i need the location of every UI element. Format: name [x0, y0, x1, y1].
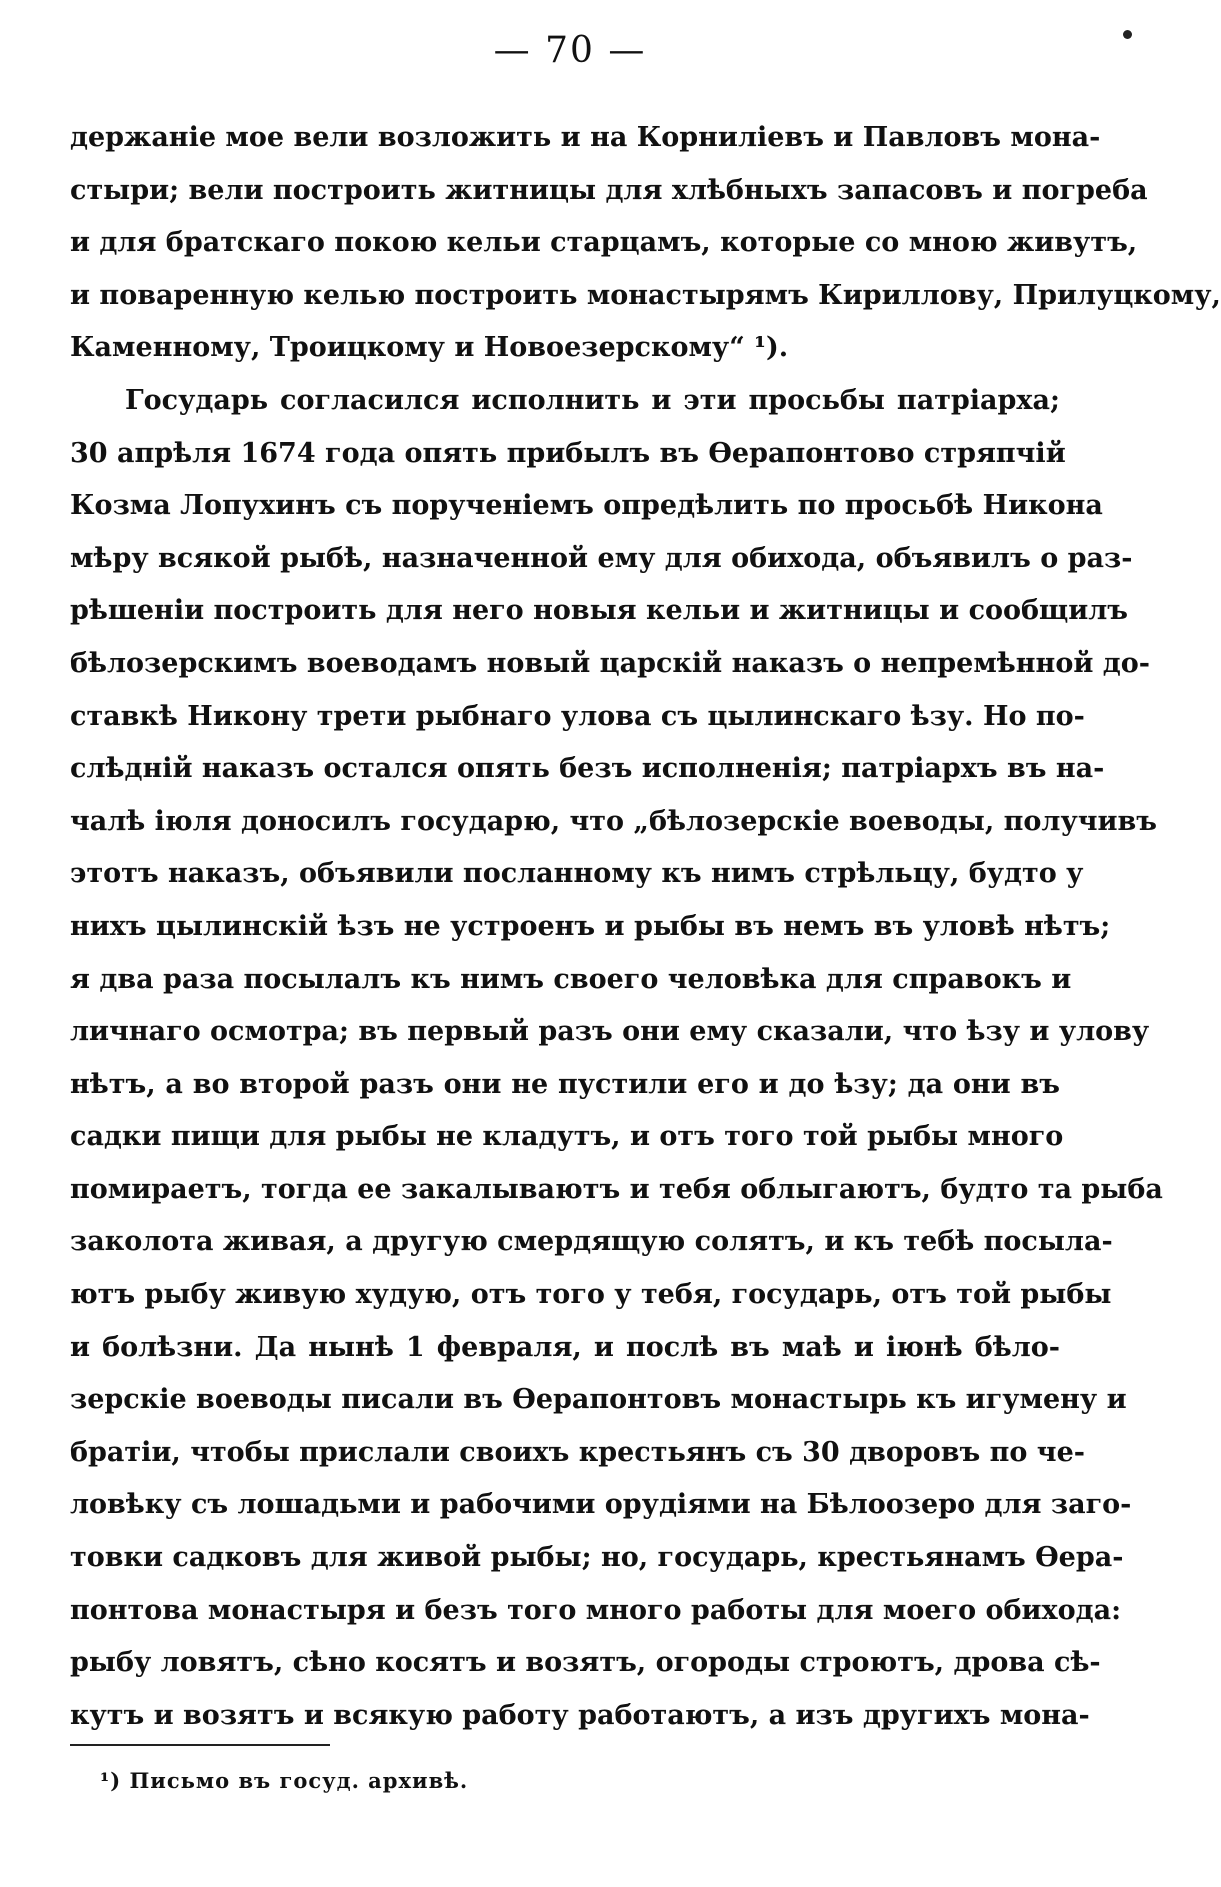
text-line: этотъ наказъ, объявили посланному къ нимъ стрѣльцу, будто у [70, 858, 1084, 890]
text-line: заколота живая, а другую смердящую солятъ, и къ тебѣ посыла- [70, 1226, 1113, 1258]
text-line: Козма Лопухинъ съ порученіемъ опредѣлить по просьбѣ Никона [70, 490, 1103, 522]
text-line: чалѣ іюля доносилъ государю, что „бѣлозерскіе воеводы, получивъ [70, 805, 1157, 837]
text-line: ловѣку съ лошадьми и рабочими орудіями на Бѣлоозеро для заго- [70, 1489, 1132, 1521]
text-line: кутъ и возятъ и всякую работу работаютъ, а изъ другихъ мона- [70, 1699, 1090, 1731]
body-text [70, 112, 1221, 1742]
text-line: и поваренную келью построить монастырямъ Кириллову, Прилуцкому, [70, 279, 1221, 311]
text-line: стыри; вели построить житницы для хлѣбныхъ запасовъ и погреба [70, 174, 1148, 206]
text-line: понтова монастыря и безъ того много работы для моего обихода: [70, 1594, 1122, 1626]
text-line: 30 апрѣля 1674 года опять прибылъ въ Ѳерапонтово стряпчій [70, 437, 1066, 469]
text-line: братіи, чтобы прислали своихъ крестьянъ съ 30 дворовъ по че- [70, 1436, 1085, 1468]
footnote: ¹) Письмо въ госуд. архивѣ. [100, 1768, 469, 1793]
text-line: рыбу ловятъ, сѣно косятъ и возятъ, огороды строютъ, дрова сѣ- [70, 1647, 1101, 1679]
text-line: и болѣзни. Да нынѣ 1 февраля, и послѣ въ маѣ и іюнѣ бѣло- [70, 1331, 1060, 1363]
ink-mark [1123, 30, 1132, 39]
page-number: — 70 — [493, 30, 647, 71]
text-line: и для братскаго покою кельи старцамъ, которые со мною живутъ, [70, 227, 1138, 259]
text-line: зерскіе воеводы писали въ Ѳерапонтовъ монастырь къ игумену и [70, 1384, 1127, 1416]
text-line: нѣтъ, а во второй разъ они не пустили его и до ѣзу; да они въ [70, 1068, 1060, 1100]
footnote-divider [70, 1744, 330, 1746]
text-line: садки пищи для рыбы не кладутъ, и отъ того той рыбы много [70, 1121, 1064, 1153]
text-line: ставкѣ Никону трети рыбнаго улова съ цылинскаго ѣзу. Но по- [70, 700, 1085, 732]
text-line: держаніе мое вели возложить и на Корниліевъ и Павловъ мона- [70, 122, 1101, 153]
text-line: рѣшеніи построить для него новыя кельи и житницы и сообщилъ [70, 595, 1129, 627]
text-line: слѣдній наказъ остался опять безъ исполненія; патріархъ въ на- [70, 753, 1105, 785]
text-line: ютъ рыбу живую худую, отъ того у тебя, государь, отъ той рыбы [70, 1279, 1112, 1311]
text-line: Каменному, Троицкому и Новоезерскому“ ¹). [70, 332, 789, 364]
text-line: Государь согласился исполнить и эти просьбы патріарха; [125, 384, 1060, 416]
text-line: товки садковъ для живой рыбы; но, государь, крестьянамъ Ѳера- [70, 1542, 1124, 1574]
text-line: нихъ цылинскій ѣзъ не устроенъ и рыбы въ немъ въ уловѣ нѣтъ; [70, 910, 1111, 942]
text-line: бѣлозерскимъ воеводамъ новый царскій наказъ о непремѣнной до- [70, 647, 1150, 679]
text-line: помираетъ, тогда ее закалываютъ и тебя облыгаютъ, будто та рыба [70, 1173, 1163, 1205]
text-line: личнаго осмотра; въ первый разъ они ему сказали, что ѣзу и улову [70, 1016, 1150, 1048]
text-line: мѣру всякой рыбѣ, назначенной ему для обихода, объявилъ о раз- [70, 542, 1133, 574]
text-line: я два раза посылалъ къ нимъ своего человѣка для справокъ и [70, 963, 1072, 995]
